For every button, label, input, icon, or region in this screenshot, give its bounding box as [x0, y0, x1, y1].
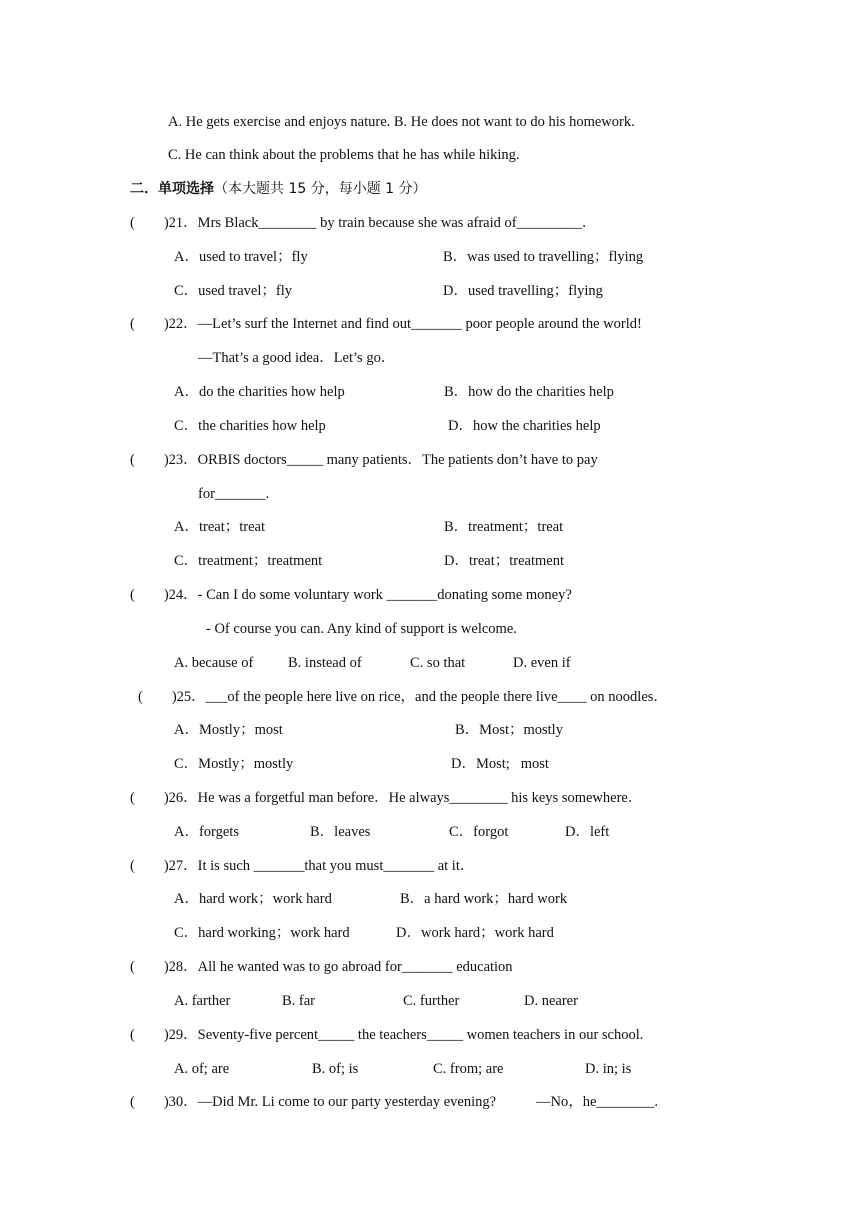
- question-stem: 21．Mrs Black________ by train because she was afraid of_________．: [168, 215, 597, 231]
- option-b: B．treatment；treat: [444, 519, 564, 535]
- option-c: C．hard working；work hard: [174, 925, 350, 941]
- option-c: C．used travel；fly: [174, 283, 292, 299]
- option-d: D．used travelling；flying: [443, 283, 603, 299]
- option-d: D．work hard；work hard: [396, 925, 554, 941]
- question-stem-tail: —No，he________.: [536, 1094, 659, 1110]
- option-d: D. even if: [513, 655, 571, 671]
- question-28: [130, 958, 513, 976]
- option-c: C．Mostly；mostly: [174, 756, 294, 772]
- question-stem-continued: for_______.: [198, 486, 270, 502]
- question-25: [138, 688, 668, 706]
- question-stem: 29．Seventy-five percent_____ the teachers_____ women teachers in our school.: [168, 1027, 644, 1043]
- option-b: B. of; is: [312, 1061, 359, 1077]
- question-stem-continued: —That’s a good idea．Let’s go．: [198, 350, 396, 366]
- section-heading: [130, 180, 427, 198]
- option-b: B. instead of: [288, 655, 362, 671]
- question-stem: 24．- Can I do some voluntary work _______donating some money?: [168, 587, 572, 603]
- question-27: [130, 857, 474, 875]
- question-21: [130, 214, 596, 232]
- option-a: A. of; are: [174, 1061, 230, 1077]
- option-c: C. from; are: [433, 1061, 504, 1077]
- question-22: [130, 315, 642, 333]
- question-stem: 25．___of the people here live on rice，and the people there live____ on noodles．: [176, 689, 668, 705]
- section-title: 二．单项选择: [130, 181, 214, 197]
- option-a: A．treat；treat: [174, 519, 265, 535]
- option-a: A．hard work；work hard: [174, 891, 332, 907]
- option-b: B．leaves: [310, 824, 371, 840]
- prev-option-line-1: A. He gets exercise and enjoys nature. B. He does not want to do his homework.: [168, 114, 635, 130]
- option-b: B．was used to travelling；flying: [443, 249, 644, 265]
- option-b: B．Most；mostly: [455, 722, 563, 738]
- option-b: B．how do the charities help: [444, 384, 614, 400]
- option-a: A. because of: [174, 655, 254, 671]
- answer-blank[interactable]: ( ): [130, 452, 169, 468]
- option-c: C. further: [403, 993, 460, 1009]
- answer-blank[interactable]: ( ): [130, 959, 169, 975]
- option-c: C. so that: [410, 655, 466, 671]
- answer-blank[interactable]: ( ): [130, 316, 169, 332]
- question-stem: 28．All he wanted was to go abroad for_______ education: [168, 959, 513, 975]
- question-24: [130, 586, 572, 604]
- option-a: A．Mostly；most: [174, 722, 283, 738]
- question-30: [130, 1093, 496, 1111]
- option-c: C．forgot: [449, 824, 509, 840]
- section-note: （本大题共 15 分，每小题 1 分）: [214, 181, 427, 197]
- option-a: A．used to travel；fly: [174, 249, 308, 265]
- question-stem: 22．—Let’s surf the Internet and find out_______ poor people around the world!: [168, 316, 642, 332]
- answer-blank[interactable]: ( ): [138, 689, 177, 705]
- option-b: B. far: [282, 993, 316, 1009]
- option-a: A. farther: [174, 993, 231, 1009]
- option-d: D. nearer: [524, 993, 578, 1009]
- answer-blank[interactable]: ( ): [130, 1094, 169, 1110]
- answer-blank[interactable]: ( ): [130, 790, 169, 806]
- answer-blank[interactable]: ( ): [130, 1027, 169, 1043]
- question-23: [130, 451, 598, 469]
- option-c: C．treatment；treatment: [174, 553, 323, 569]
- option-d: D．left: [565, 824, 610, 840]
- answer-blank[interactable]: ( ): [130, 587, 169, 603]
- option-d: D．how the charities help: [448, 418, 601, 434]
- question-stem-continued: - Of course you can. Any kind of support is welcome.: [206, 621, 517, 637]
- option-c: C．the charities how help: [174, 418, 326, 434]
- answer-blank[interactable]: ( ): [130, 858, 169, 874]
- question-29: [130, 1026, 643, 1044]
- question-stem: 27．It is such _______that you must_______ at it．: [168, 858, 475, 874]
- question-stem: 26．He was a forgetful man before．He always________ his keys somewhere．: [168, 790, 643, 806]
- question-stem: 23．ORBIS doctors_____ many patients．The patients don’t have to pay: [168, 452, 598, 468]
- option-d: D．Most; most: [451, 756, 549, 772]
- option-d: D．treat；treatment: [444, 553, 564, 569]
- question-stem: 30．—Did Mr. Li come to our party yesterday evening?: [168, 1094, 497, 1110]
- question-26: [130, 789, 642, 807]
- answer-blank[interactable]: ( ): [130, 215, 169, 231]
- prev-option-line-2: C. He can think about the problems that he has while hiking.: [168, 147, 520, 163]
- option-b: B．a hard work；hard work: [400, 891, 568, 907]
- option-a: A．do the charities how help: [174, 384, 345, 400]
- option-d: D. in; is: [585, 1061, 632, 1077]
- option-a: A．forgets: [174, 824, 239, 840]
